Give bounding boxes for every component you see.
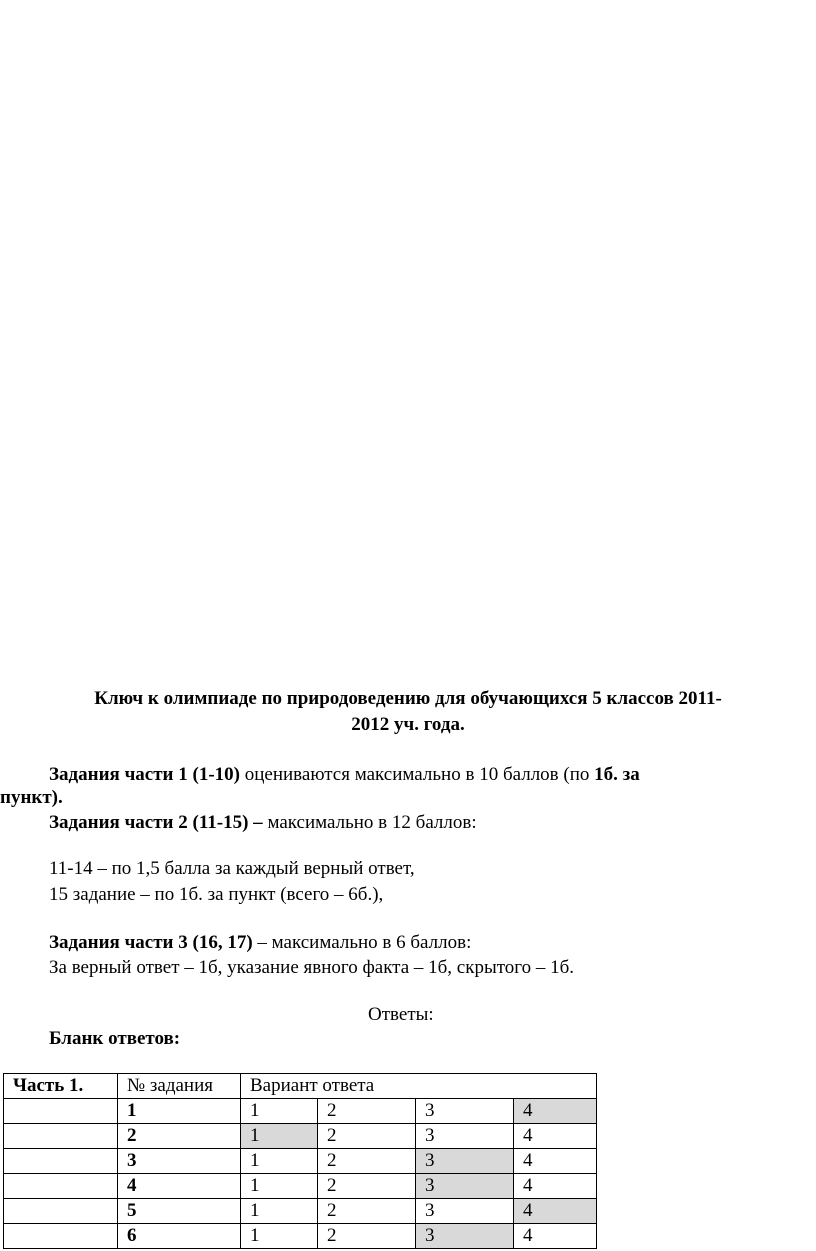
part3-text: – максимально в 6 баллов: <box>252 932 472 953</box>
option-cell: 2 <box>318 1149 416 1174</box>
part3-scoring <box>49 932 471 954</box>
blank-label: Бланк ответов: <box>49 1028 181 1049</box>
option-cell: 4 <box>514 1224 597 1249</box>
table-row <box>4 1124 597 1149</box>
task-number-cell: 6 <box>118 1224 241 1249</box>
answers-table <box>3 1073 597 1249</box>
part2-text: максимально в 12 баллов: <box>262 812 477 833</box>
doc-title-line-1: Ключ к олимпиаде по природоведению для обучающихся 5 классов 2011- <box>94 688 722 709</box>
option-cell: 3 <box>416 1124 514 1149</box>
empty-cell <box>4 1224 118 1249</box>
empty-cell <box>4 1099 118 1124</box>
task-number-cell: 2 <box>118 1124 241 1149</box>
part2-rule-1: 11-14 – по 1,5 балла за каждый верный ответ, <box>49 858 415 879</box>
part1-text: оцениваются максимально в 10 баллов (по <box>239 764 595 785</box>
option-cell: 4 <box>514 1124 597 1149</box>
part3-rule: За верный ответ – 1б, указание явного факта – 1б, скрытого – 1б. <box>49 957 575 978</box>
part1-points-cont: пункт). <box>0 787 63 808</box>
correct-option-cell: 4 <box>514 1199 597 1224</box>
option-cell: 1 <box>241 1199 318 1224</box>
part1-heading: Задания части 1 (1-10) <box>49 764 240 785</box>
correct-option-cell: 1 <box>241 1124 318 1149</box>
empty-cell <box>4 1149 118 1174</box>
option-cell: 2 <box>318 1224 416 1249</box>
variant-header-cell: Вариант ответа <box>241 1074 597 1099</box>
part2-scoring <box>49 812 477 834</box>
task-number-cell: 3 <box>118 1149 241 1174</box>
part2-heading: Задания части 2 (11-15) – <box>49 812 263 833</box>
option-cell: 3 <box>416 1099 514 1124</box>
option-cell: 2 <box>318 1099 416 1124</box>
option-cell: 4 <box>514 1149 597 1174</box>
correct-option-cell: 4 <box>514 1099 597 1124</box>
part2-rule-2: 15 задание – по 1б. за пункт (всего – 6б.), <box>49 884 384 905</box>
part1-continuation <box>0 787 63 809</box>
task-number-cell: 4 <box>118 1174 241 1199</box>
table-row <box>4 1224 597 1249</box>
part3-heading: Задания части 3 (16, 17) <box>49 932 253 953</box>
part1-scoring <box>49 764 640 786</box>
part-label-cell: Часть 1. <box>4 1074 118 1099</box>
option-cell: 1 <box>241 1174 318 1199</box>
table-header-row <box>4 1074 597 1099</box>
table-row <box>4 1099 597 1124</box>
table-row <box>4 1149 597 1174</box>
part1-points: 1б. за <box>594 764 640 785</box>
option-cell: 2 <box>318 1124 416 1149</box>
table-row <box>4 1174 597 1199</box>
option-cell: 2 <box>318 1174 416 1199</box>
task-number-cell: 5 <box>118 1199 241 1224</box>
correct-option-cell: 3 <box>416 1224 514 1249</box>
option-cell: 1 <box>241 1149 318 1174</box>
correct-option-cell: 3 <box>416 1174 514 1199</box>
option-cell: 3 <box>416 1199 514 1224</box>
empty-cell <box>4 1124 118 1149</box>
empty-cell <box>4 1174 118 1199</box>
answers-label: Ответы: <box>368 1004 434 1025</box>
table-row <box>4 1199 597 1224</box>
option-cell: 2 <box>318 1199 416 1224</box>
task-number-cell: 1 <box>118 1099 241 1124</box>
task-header-cell: № задания <box>118 1074 241 1099</box>
empty-cell <box>4 1199 118 1224</box>
option-cell: 1 <box>241 1224 318 1249</box>
option-cell: 4 <box>514 1174 597 1199</box>
doc-title-line-2: 2012 уч. года. <box>351 714 465 735</box>
correct-option-cell: 3 <box>416 1149 514 1174</box>
option-cell: 1 <box>241 1099 318 1124</box>
